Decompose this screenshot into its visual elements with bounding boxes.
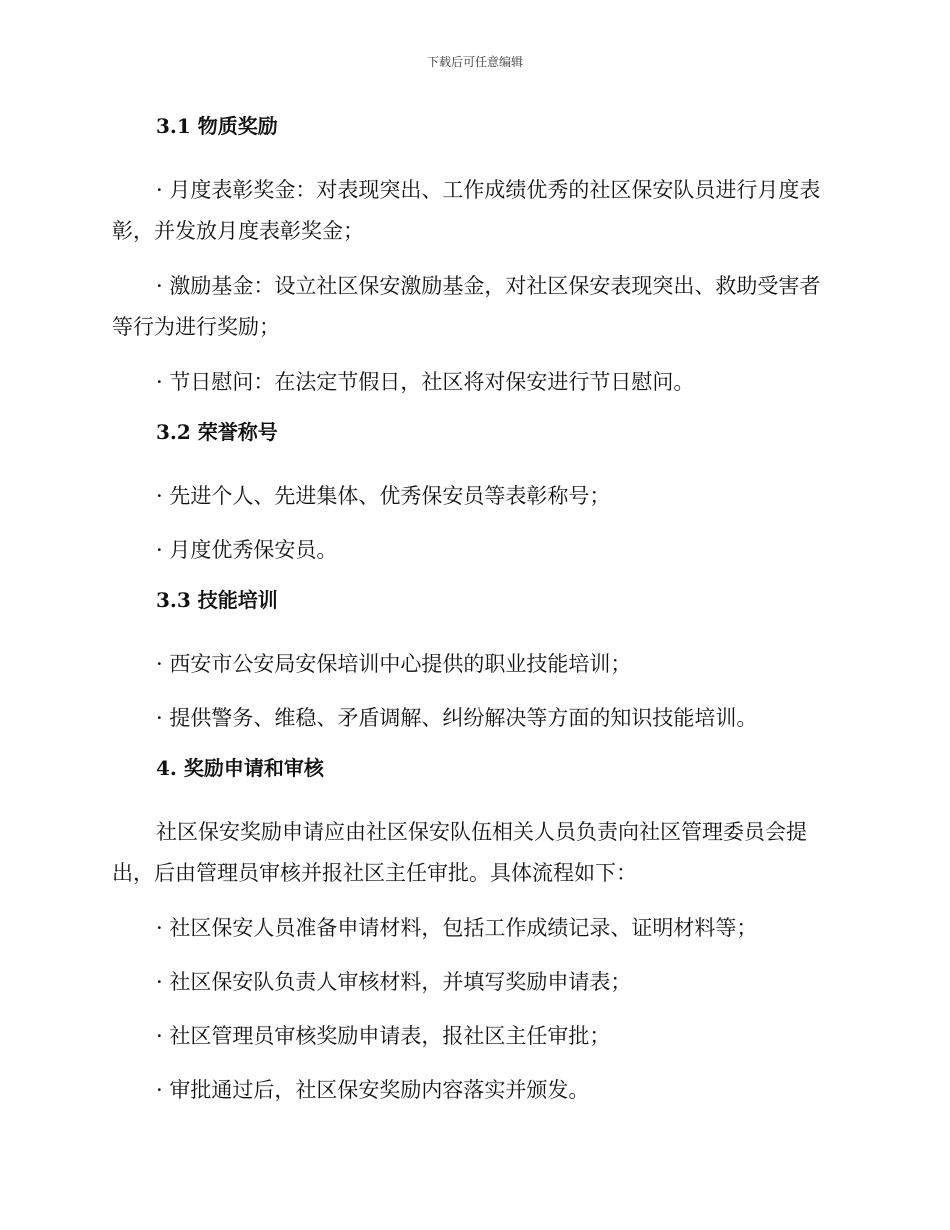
- section-heading-4: 4. 奖励申请和审核: [156, 756, 324, 780]
- list-item: · 西安市公安局安保培训中心提供的职业技能培训；: [156, 652, 632, 676]
- list-item: · 激励基金：设立社区保安激励基金，对社区保安表现突出、救助受害者等行为进行奖励；: [112, 274, 821, 339]
- section-heading-3-1: 3.1 物质奖励: [156, 114, 278, 138]
- section-heading-3-2: 3.2 荣誉称号: [156, 420, 278, 444]
- list-item: · 社区管理员审核奖励申请表，报社区主任审批；: [156, 1024, 611, 1048]
- list-item: · 社区保安人员准备申请材料，包括工作成绩记录、证明材料等；: [156, 916, 758, 940]
- document-body: [112, 110, 832, 1124]
- list-item: · 先进个人、先进集体、优秀保安员等表彰称号；: [156, 484, 611, 508]
- list-item: · 提供警务、维稳、矛盾调解、纠纷解决等方面的知识技能培训。: [156, 706, 758, 730]
- page-header: 下载后可任意编辑: [426, 55, 523, 69]
- list-item: · 社区保安队负责人审核材料，并填写奖励申请表；: [156, 970, 632, 994]
- list-item: · 月度优秀保安员。: [156, 538, 338, 562]
- list-item: · 审批通过后，社区保安奖励内容落实并颁发。: [156, 1078, 590, 1102]
- section-intro-paragraph: 社区保安奖励申请应由社区保安队伍相关人员负责向社区管理委员会提出，后由管理员审核并报社区主任审批。具体流程如下：: [112, 820, 807, 885]
- list-item: · 月度表彰奖金：对表现突出、工作成绩优秀的社区保安队员进行月度表彰，并发放月度表彰奖金；: [112, 178, 821, 243]
- section-heading-3-3: 3.3 技能培训: [156, 588, 278, 612]
- list-item: · 节日慰问：在法定节假日，社区将对保安进行节日慰问。: [156, 370, 695, 394]
